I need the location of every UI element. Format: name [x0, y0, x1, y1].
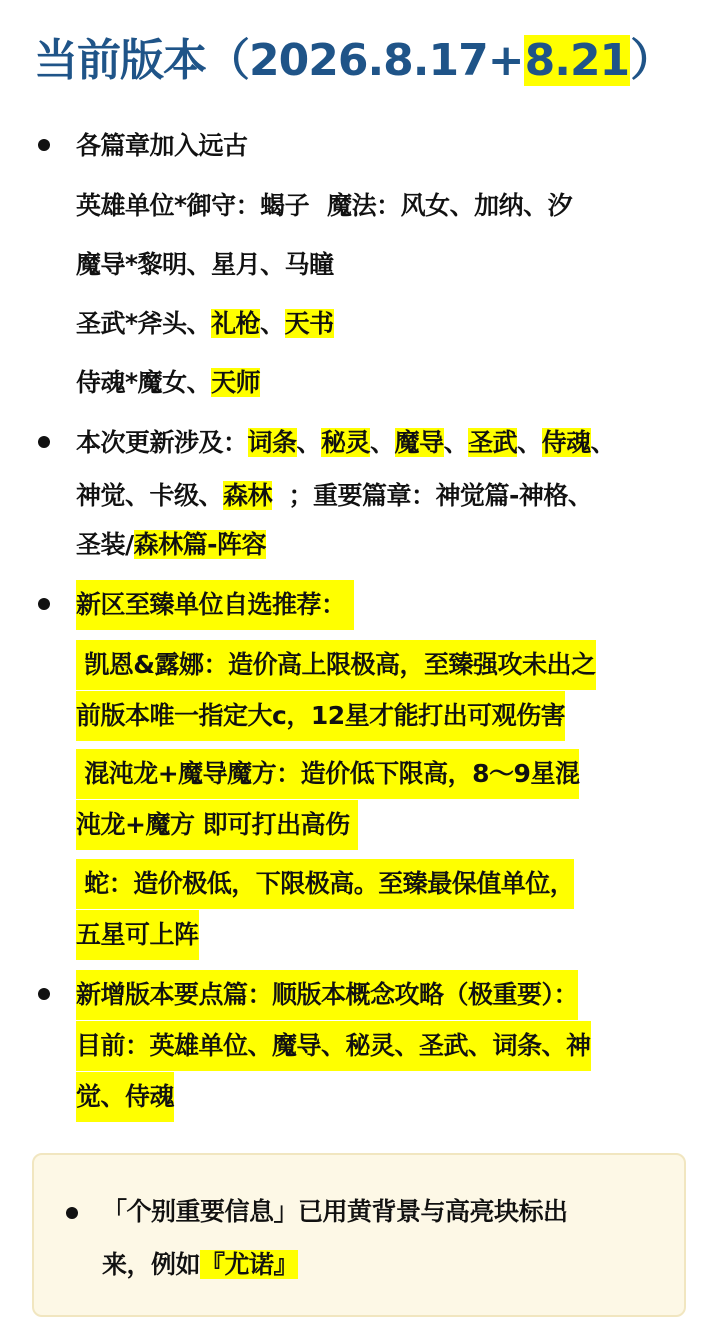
title-version-highlight: 8.21 [524, 35, 630, 86]
tag-sacred: 圣武 [468, 428, 518, 457]
page-title [34, 26, 673, 96]
recommend-item-kane-luna-cont: 前版本唯一指定大c，12星才能打出可观伤害 [76, 691, 565, 741]
tag-forest: 森林 [223, 481, 273, 510]
section4-line1: 新增版本要点篇：顺版本概念攻略（极重要）： [76, 970, 578, 1020]
note-callout [32, 1153, 686, 1317]
update-prefix: 本次更新涉及： [76, 428, 248, 457]
tag-magitech: 魔导 [394, 428, 444, 457]
recommend-item-kane-luna: 凯恩&露娜：造价高上限极高，至臻强攻未出之 [76, 640, 596, 690]
recommend-item-chaos-dragon: 混沌龙+魔导魔方：造价低下限高，8～9星混 [76, 749, 579, 799]
bullet-dot [38, 988, 50, 1000]
section4-line3: 觉、侍魂 [76, 1072, 174, 1122]
section1-heading: 各篇章加入远古 [76, 131, 248, 160]
important-chapters-text: ；重要篇章：神觉篇-神格、 [272, 481, 593, 510]
section1-row-magitech: 魔导*黎明、星月、马瞳 [76, 250, 334, 279]
section3-heading [76, 580, 354, 630]
hero-unit-text: 英雄单位*御守：蝎子 [76, 191, 310, 220]
update-line2-text: 神觉、卡级、 [76, 481, 224, 510]
separator: 、 [260, 309, 285, 338]
section2-line3 [76, 520, 266, 570]
highlight-heaven-book: 天书 [284, 309, 334, 338]
section4-line2: 目前：英雄单位、魔导、秘灵、圣武、词条、神 [76, 1021, 591, 1071]
samurai-text: 侍魂*魔女、 [76, 368, 212, 397]
magic-text: 魔法：风女、加纳、汐 [327, 191, 573, 220]
highlight-celestial-master: 天师 [211, 368, 261, 397]
bullet-dot [38, 598, 50, 610]
bullet-dot [66, 1207, 78, 1219]
recommend-heading-highlight: 新区至臻单位自选推荐： [76, 580, 354, 630]
section1-row-hero [76, 181, 572, 231]
section1-row-samurai [76, 358, 260, 408]
note-example-text: 来，例如 [102, 1250, 201, 1279]
highlight-ritual-spear: 礼枪 [211, 309, 261, 338]
section2-line2 [76, 471, 592, 521]
tag-spirit: 秘灵 [321, 428, 371, 457]
title-suffix: ） [630, 35, 674, 86]
highlight-forest-chapter: 森林篇-阵容 [133, 530, 267, 559]
tag-samurai: 侍魂 [541, 428, 591, 457]
title-prefix: 当前版本（2026.8.17+ [34, 35, 524, 86]
section2-line1: 本次更新涉及：词条、秘灵、魔导、圣武、侍魂、 [76, 428, 616, 457]
bullet-dot [38, 436, 50, 448]
recommend-item-snake: 蛇：造价极低，下限极高。至臻最保值单位， [76, 859, 574, 909]
recommend-item-snake-cont: 五星可上阵 [76, 910, 199, 960]
update-line3-text: 圣装/ [76, 530, 134, 559]
tag-affix: 词条 [247, 428, 297, 457]
bullet-dot [38, 139, 50, 151]
note-line2 [102, 1240, 298, 1290]
section1-row-sacred [76, 299, 334, 349]
highlight-yuno: 『尤诺』 [200, 1250, 299, 1279]
sacred-text: 圣武*斧头、 [76, 309, 212, 338]
note-line1: 「个别重要信息」已用黄背景与高亮块标出 [102, 1197, 568, 1226]
recommend-item-chaos-dragon-cont: 沌龙+魔方 即可打出高伤 [76, 800, 358, 850]
